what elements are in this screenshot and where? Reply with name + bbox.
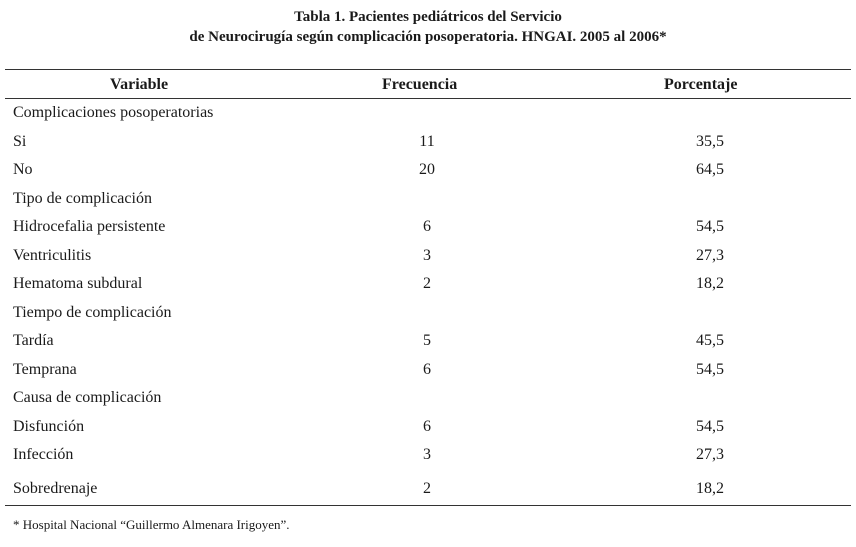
table-header-rule — [5, 98, 851, 99]
cell-variable: Sobredrenaje — [13, 480, 98, 497]
table-top-rule — [5, 69, 851, 70]
table-row — [0, 330, 856, 352]
cell-frecuencia: 6 — [423, 218, 431, 235]
table-row — [0, 159, 856, 181]
cell-variable: Temprana — [13, 361, 77, 378]
table-row — [0, 245, 856, 267]
cell-variable: Infección — [13, 446, 74, 463]
table-row — [0, 216, 856, 238]
table-row — [0, 302, 856, 324]
table-row — [0, 359, 856, 381]
table-row — [0, 444, 856, 466]
cell-frecuencia: 11 — [419, 133, 435, 150]
cell-frecuencia: 5 — [423, 332, 431, 349]
cell-variable: Causa de complicación — [13, 389, 162, 406]
cell-frecuencia: 3 — [423, 247, 431, 264]
cell-porcentaje: 27,3 — [696, 446, 724, 463]
cell-porcentaje: 18,2 — [696, 275, 724, 292]
table-bottom-rule — [5, 505, 851, 506]
header-porcentaje: Porcentaje — [664, 76, 738, 93]
cell-frecuencia: 3 — [423, 446, 431, 463]
footnote: * Hospital Nacional “Guillermo Almenara Irigoyen”. — [13, 517, 290, 532]
table-row — [0, 188, 856, 210]
cell-porcentaje: 54,5 — [696, 361, 724, 378]
cell-frecuencia: 2 — [423, 480, 431, 497]
cell-porcentaje: 54,5 — [696, 218, 724, 235]
cell-variable: No — [13, 161, 33, 178]
table-row — [0, 131, 856, 153]
cell-frecuencia: 20 — [419, 161, 435, 178]
header-variable: Variable — [110, 76, 169, 93]
cell-frecuencia: 6 — [423, 361, 431, 378]
cell-porcentaje: 35,5 — [696, 133, 724, 150]
cell-variable: Tipo de complicación — [13, 190, 152, 207]
cell-variable: Disfunción — [13, 418, 85, 435]
table-title: Tabla 1. Pacientes pediátricos del Servicio — [294, 9, 562, 25]
cell-porcentaje: 45,5 — [696, 332, 724, 349]
cell-variable: Si — [13, 133, 27, 150]
table-row — [0, 387, 856, 409]
cell-variable: Hematoma subdural — [13, 275, 143, 292]
cell-variable: Ventriculitis — [13, 247, 92, 264]
table-row — [0, 478, 856, 500]
cell-variable: Tardía — [13, 332, 54, 349]
cell-variable: Hidrocefalia persistente — [13, 218, 166, 235]
cell-frecuencia: 2 — [423, 275, 431, 292]
cell-porcentaje: 54,5 — [696, 418, 724, 435]
table-row — [0, 273, 856, 295]
table-subtitle: de Neurocirugía según complicación posoperatoria. HNGAI. 2005 al 2006* — [189, 29, 667, 45]
cell-porcentaje: 64,5 — [696, 161, 724, 178]
cell-porcentaje: 27,3 — [696, 247, 724, 264]
cell-porcentaje: 18,2 — [696, 480, 724, 497]
cell-variable: Tiempo de complicación — [13, 304, 172, 321]
cell-frecuencia: 6 — [423, 418, 431, 435]
cell-variable: Complicaciones posoperatorias — [13, 104, 214, 121]
table-row — [0, 102, 856, 124]
header-frecuencia: Frecuencia — [382, 76, 458, 93]
table-row — [0, 416, 856, 438]
